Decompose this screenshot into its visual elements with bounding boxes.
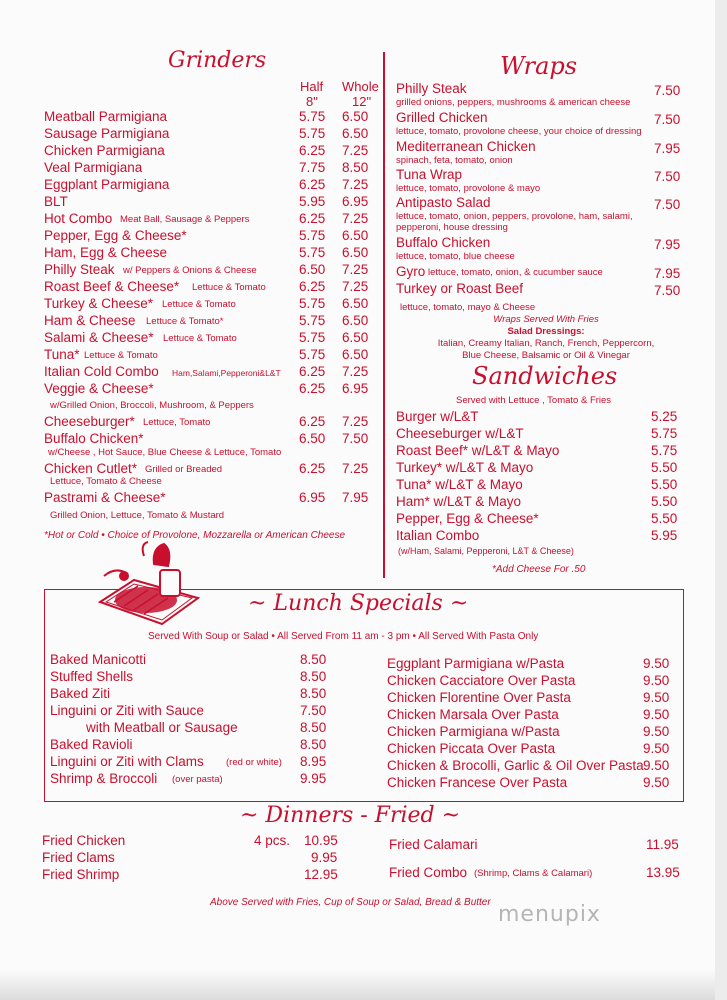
list-item (396, 476, 706, 493)
item-name: Chicken Piccata Over Pasta (387, 741, 556, 756)
item-note: (Shrimp, Clams & Calamari) (474, 868, 593, 879)
item-name: Turkey* w/L&T & Mayo (396, 460, 534, 475)
item-price-whole: 6.50 (342, 126, 369, 141)
list-item (387, 740, 687, 757)
item-price: 9.50 (643, 690, 670, 705)
item-price: 9.50 (643, 758, 670, 773)
list-item (0, 176, 383, 193)
item-desc: Lettuce & Tomato (163, 333, 237, 344)
dressings-line2: Blue Cheese, Balsamic or Oil & Vinegar (462, 350, 630, 361)
item-price: 7.50 (654, 283, 681, 298)
list-item (0, 430, 383, 447)
item-price: 13.95 (646, 865, 680, 880)
item-name: Mediterranean Chicken (396, 139, 536, 154)
item-price: 9.50 (643, 741, 670, 756)
list-item (0, 244, 383, 261)
item-price: 5.50 (651, 477, 678, 492)
item-name: Chicken & Brocolli, Garlic & Oil Over Pasta (387, 758, 644, 773)
list-item (0, 159, 383, 176)
cutlet-note: Lettuce, Tomato & Cheese (50, 476, 162, 487)
item-name: Ham* w/L&T & Mayo (396, 494, 522, 509)
item-price: 8.50 (300, 720, 327, 735)
item-desc: Lettuce, Tomato (143, 417, 211, 428)
watermark-logo: menupix (498, 902, 601, 927)
page-shadow (0, 970, 715, 1000)
item-name: Sausage Parmigiana (44, 126, 170, 141)
list-item (396, 510, 706, 527)
pastrami-note: Grilled Onion, Lettuce, Tomato & Mustard (50, 510, 225, 521)
item-name: Pepper, Egg & Cheese* (44, 228, 187, 243)
item-name: Fried Calamari (389, 837, 478, 852)
item-name: Fried Clams (42, 850, 115, 865)
lunch-right-list (387, 655, 687, 805)
list-item (389, 864, 689, 881)
item-name: Linguini or Ziti with Sauce (50, 703, 204, 718)
list-item (387, 723, 687, 740)
item-price: 9.50 (643, 673, 670, 688)
grinders-list (0, 108, 383, 528)
item-name: Veal Parmigiana (44, 160, 143, 175)
list-item (396, 442, 706, 459)
item-name: Ham & Cheese (44, 313, 136, 328)
item-name: Buffalo Chicken* (44, 431, 144, 446)
item-name: Tuna* (44, 347, 80, 362)
item-price-half: 5.95 (299, 194, 326, 209)
grinders-whole-size: 12" (352, 94, 372, 109)
wraps-notes (396, 314, 696, 362)
item-desc: Grilled or Breaded (145, 464, 223, 475)
item-price-whole: 7.25 (342, 177, 369, 192)
item-desc: lettuce, tomato, blue cheese (396, 251, 515, 262)
item-desc: Meat Ball, Sausage & Peppers (120, 214, 250, 225)
item-name: Turkey & Cheese* (44, 296, 154, 311)
item-price: 7.50 (654, 169, 681, 184)
list-item (0, 295, 383, 312)
item-name: Chicken Parmigiana w/Pasta (387, 724, 560, 739)
item-price: 9.95 (300, 771, 327, 786)
item-name: Eggplant Parmigiana w/Pasta (387, 656, 565, 671)
item-price: 5.25 (651, 409, 678, 424)
column-divider (383, 52, 385, 578)
lunch-left-list (50, 651, 350, 801)
item-name: Italian Cold Combo (44, 364, 159, 379)
item-qty: 4 pcs. (254, 833, 291, 848)
item-price: 8.50 (300, 686, 327, 701)
item-desc: lettuce, tomato, onion, peppers, provolone, ham, salami, (396, 211, 633, 222)
list-item (50, 719, 350, 736)
item-name: Baked Manicotti (50, 652, 147, 667)
list-item (42, 866, 352, 883)
item-name: Buffalo Chicken (396, 235, 491, 250)
sandwiches-title: Sandwiches (472, 362, 618, 390)
item-price: 5.75 (651, 426, 678, 441)
list-item (0, 489, 383, 506)
item-price-half: 6.25 (299, 279, 326, 294)
item-price-whole: 6.95 (342, 194, 369, 209)
item-price-whole: 7.50 (342, 431, 369, 446)
item-name: Salami & Cheese* (44, 330, 154, 345)
item-price-half: 6.25 (299, 461, 326, 476)
item-price: 7.50 (654, 112, 681, 127)
item-price-half: 5.75 (299, 296, 326, 311)
grinders-whole-header: Whole (342, 79, 379, 94)
item-price-half: 5.75 (299, 347, 326, 362)
lunch-title: ~ Lunch Specials ~ (248, 591, 469, 616)
item-price-whole: 6.50 (342, 245, 369, 260)
item-price-half: 5.75 (299, 313, 326, 328)
item-name: Chicken Florentine Over Pasta (387, 690, 571, 705)
list-item (0, 142, 383, 159)
list-item (0, 346, 383, 363)
dinners-title: ~ Dinners - Fried ~ (240, 803, 461, 828)
list-item (0, 278, 383, 295)
list-item (0, 413, 383, 430)
item-name: Ham, Egg & Cheese (44, 245, 168, 260)
item-name: Tuna* w/L&T & Mayo (396, 477, 523, 492)
item-price-half: 6.25 (299, 177, 326, 192)
item-price-half: 6.95 (299, 490, 326, 505)
item-desc: spinach, feta, tomato, onion (396, 155, 513, 166)
item-price-whole: 6.50 (342, 228, 369, 243)
item-price-half: 5.75 (299, 126, 326, 141)
list-item (50, 668, 350, 685)
item-price: 5.50 (651, 494, 678, 509)
item-desc: Lettuce & Tomato (162, 299, 236, 310)
item-price: 7.50 (654, 83, 681, 98)
item-name: BLT (44, 194, 68, 209)
sandwiches-list (396, 408, 706, 548)
item-price: 8.95 (300, 754, 327, 769)
item-desc: lettuce, tomato, onion, & cucumber sauce (428, 267, 603, 278)
item-price: 5.75 (651, 443, 678, 458)
item-desc: Ham,Salami,Pepperoni&L&T (172, 368, 281, 378)
item-price: 8.50 (300, 669, 327, 684)
item-price: 5.95 (651, 528, 678, 543)
list-item (50, 753, 350, 770)
item-price: 10.95 (304, 833, 338, 848)
item-name: Linguini or Ziti with Clams (50, 754, 204, 769)
item-price-whole: 6.50 (342, 296, 369, 311)
list-item (50, 685, 350, 702)
list-item (0, 329, 383, 346)
item-price-whole: 8.50 (342, 160, 369, 175)
item-name: Italian Combo (396, 528, 480, 543)
item-name: Chicken Francese Over Pasta (387, 775, 568, 790)
item-price-whole: 7.95 (342, 490, 369, 505)
item-price-half: 6.50 (299, 262, 326, 277)
item-price-whole: 6.50 (342, 347, 369, 362)
grinders-title: Grinders (168, 48, 267, 73)
item-price-half: 6.25 (299, 143, 326, 158)
list-item (50, 702, 350, 719)
item-name: Shrimp & Broccoli (50, 771, 158, 786)
list-item (396, 527, 706, 544)
item-name: Chicken Parmigiana (44, 143, 165, 158)
veggie-note: w/Grilled Onion, Broccoli, Mushroom, & Peppers (50, 400, 254, 411)
item-name: Stuffed Shells (50, 669, 134, 684)
item-name: Fried Combo (389, 865, 468, 880)
item-price-whole: 7.25 (342, 211, 369, 226)
item-price: 8.50 (300, 737, 327, 752)
add-cheese-note: *Add Cheese For .50 (492, 564, 586, 575)
list-item (0, 380, 383, 397)
item-note: (red or white) (226, 757, 282, 768)
item-desc: grilled onions, peppers, mushrooms & american cheese (396, 97, 631, 108)
item-price-half: 5.75 (299, 228, 326, 243)
item-price: 7.50 (300, 703, 327, 718)
item-price-whole: 6.50 (342, 109, 369, 124)
item-desc: lettuce, tomato, provolone cheese, your choice of dressing (396, 126, 642, 137)
item-name: Turkey or Roast Beef (396, 281, 524, 296)
item-price: 5.50 (651, 460, 678, 475)
item-name: Gyro (396, 264, 426, 279)
item-name: Tuna Wrap (396, 167, 463, 182)
item-name: Veggie & Cheese* (44, 381, 154, 396)
item-price: 7.95 (654, 141, 681, 156)
item-name: Roast Beef & Cheese* (44, 279, 180, 294)
item-name: Fried Chicken (42, 833, 126, 848)
list-item (396, 459, 706, 476)
item-name: Burger w/L&T (396, 409, 479, 424)
item-name: Chicken Cacciatore Over Pasta (387, 673, 576, 688)
item-price: 9.50 (643, 707, 670, 722)
item-price-whole: 7.25 (342, 461, 369, 476)
list-item (387, 689, 687, 706)
sandwiches-subtitle: Served with Lettuce , Tomato & Fries (456, 395, 612, 406)
item-name: Fried Shrimp (42, 867, 120, 882)
item-price-half: 6.25 (299, 381, 326, 396)
item-price: 7.95 (654, 237, 681, 252)
list-item (0, 210, 383, 227)
dinners-right-list (389, 836, 689, 886)
italian-combo-note: (w/Ham, Salami, Pepperoni, L&T & Cheese) (398, 546, 574, 556)
item-price: 9.50 (643, 775, 670, 790)
grinders-half-size: 8" (306, 94, 318, 109)
lunch-subtitle: Served With Soup or Salad • All Served From 11 am - 3 pm • All Served With Pasta Only (148, 631, 539, 642)
list-item (0, 312, 383, 329)
item-price-half: 6.25 (299, 364, 326, 379)
list-item (42, 832, 352, 849)
item-price-whole: 6.95 (342, 381, 369, 396)
item-price-half: 5.75 (299, 245, 326, 260)
list-item (0, 261, 383, 278)
food-illustration-icon (94, 540, 206, 626)
item-name: Roast Beef* w/L&T & Mayo (396, 443, 560, 458)
item-name: Philly Steak (396, 81, 467, 96)
list-item (50, 651, 350, 668)
dressings-title: Salad Dressings: (507, 326, 585, 337)
item-price-half: 6.50 (299, 431, 326, 446)
item-price-whole: 7.25 (342, 279, 369, 294)
item-price: 9.50 (643, 724, 670, 739)
item-name: Cheeseburger* (44, 414, 135, 429)
wraps-list (396, 80, 706, 320)
list-item (0, 460, 383, 477)
item-price: 9.50 (643, 656, 670, 671)
item-name: Pastrami & Cheese* (44, 490, 166, 505)
item-price-half: 6.25 (299, 211, 326, 226)
item-name: Antipasto Salad (396, 195, 491, 210)
item-price-whole: 7.25 (342, 262, 369, 277)
item-price: 7.50 (654, 197, 681, 212)
item-price-whole: 7.25 (342, 414, 369, 429)
dinners-footer: Above Served with Fries, Cup of Soup or Salad, Bread & Butter (210, 897, 491, 908)
wraps-served: Wraps Served With Fries (493, 314, 599, 325)
item-name: Grilled Chicken (396, 110, 488, 125)
list-item (387, 706, 687, 723)
item-name: Baked Ziti (50, 686, 111, 701)
list-item (50, 736, 350, 753)
item-price: 8.50 (300, 652, 327, 667)
list-item (396, 425, 706, 442)
list-item (0, 227, 383, 244)
list-item (50, 770, 350, 787)
list-item (387, 757, 687, 774)
list-item (0, 125, 383, 142)
list-item (42, 849, 352, 866)
list-item (396, 493, 706, 510)
item-price-half: 5.75 (299, 330, 326, 345)
item-note: (over pasta) (172, 774, 223, 785)
item-name: Eggplant Parmigiana (44, 177, 170, 192)
item-desc: lettuce, tomato, mayo & Cheese (400, 302, 536, 313)
item-price: 7.95 (654, 266, 681, 281)
item-desc: Lettuce & Tomato (192, 282, 266, 293)
item-price-whole: 7.25 (342, 143, 369, 158)
item-desc: w/ Peppers & Onions & Cheese (123, 265, 257, 276)
item-price: 12.95 (304, 867, 338, 882)
list-item (387, 672, 687, 689)
list-item (0, 363, 383, 380)
item-name: Pepper, Egg & Cheese* (396, 511, 539, 526)
item-price: 9.95 (311, 850, 338, 865)
buffalo-note: w/Cheese , Hot Sauce, Blue Cheese & Lettuce, Tomato (48, 447, 282, 458)
item-desc: Lettuce & Tomato* (146, 316, 224, 327)
item-price: 5.50 (651, 511, 678, 526)
item-desc: lettuce, tomato, provolone & mayo (396, 183, 541, 194)
item-price-half: 7.75 (299, 160, 326, 175)
item-price-whole: 7.25 (342, 364, 369, 379)
item-price: 11.95 (646, 837, 679, 852)
list-item (0, 193, 383, 210)
wraps-title: Wraps (500, 52, 578, 80)
grinders-half-header: Half (300, 79, 324, 94)
item-name: Meatball Parmigiana (44, 109, 168, 124)
item-name: with Meatball or Sausage (86, 720, 238, 735)
item-name: Hot Combo (44, 211, 113, 226)
list-item (396, 408, 706, 425)
list-item (387, 774, 687, 791)
item-desc: pepperoni, house dressing (396, 222, 508, 233)
item-name: Cheeseburger w/L&T (396, 426, 524, 441)
dinners-left-list (42, 832, 352, 892)
item-desc: Lettuce & Tomato (84, 350, 158, 361)
list-item (387, 655, 687, 672)
item-name: Chicken Cutlet* (44, 461, 138, 476)
item-price-whole: 6.50 (342, 330, 369, 345)
list-item (389, 836, 689, 853)
dressings-line1: Italian, Creamy Italian, Ranch, French, Peppercorn, (437, 338, 655, 349)
grinders-footnote: *Hot or Cold • Choice of Provolone, Mozzarella or American Cheese (44, 530, 346, 541)
item-price-half: 5.75 (299, 109, 326, 124)
item-name: Chicken Marsala Over Pasta (387, 707, 559, 722)
item-price-whole: 6.50 (342, 313, 369, 328)
list-item (0, 108, 383, 125)
item-name: Baked Ravioli (50, 737, 133, 752)
item-price-half: 6.25 (299, 414, 326, 429)
item-name: Philly Steak (44, 262, 115, 277)
